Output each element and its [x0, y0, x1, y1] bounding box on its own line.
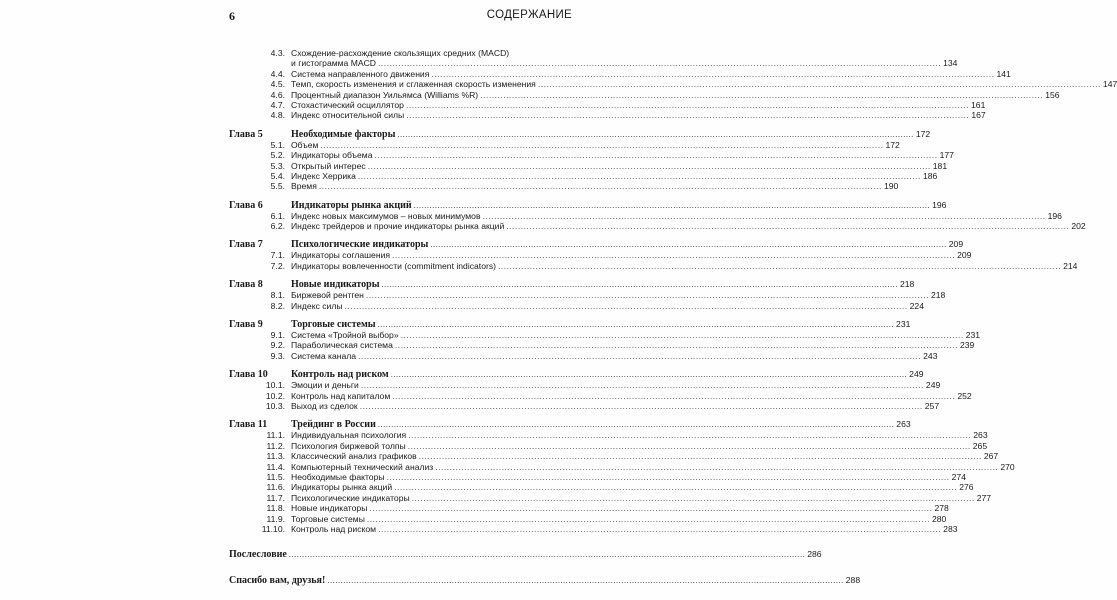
entry-number: 10.1. — [265, 380, 285, 391]
entry-page: 224 — [909, 300, 924, 311]
entry-page: 134 — [943, 58, 958, 69]
toc-entry[interactable] — [229, 221, 1086, 232]
entry-page: 270 — [1000, 461, 1015, 472]
entry-number: 5.5. — [270, 181, 285, 192]
toc-entry[interactable] — [229, 492, 992, 503]
toc-entry[interactable] — [229, 68, 1011, 79]
chapter-heading[interactable] — [229, 238, 964, 251]
dot-leader — [378, 524, 941, 534]
chapter-title: Контроль над риском — [291, 369, 389, 381]
toc-entry[interactable] — [229, 250, 972, 261]
lead-section-list — [229, 48, 1117, 121]
dot-leader — [408, 441, 971, 451]
afterword-title: Послесловие — [229, 549, 287, 561]
entry-number: 11.8. — [266, 503, 285, 514]
toc-entry[interactable] — [229, 260, 1078, 271]
entry-title: Процентный диапазон Уильямса (Williams %R) — [291, 89, 479, 100]
entry-page: 280 — [931, 513, 947, 524]
dot-leader — [319, 181, 882, 191]
dot-leader — [345, 301, 908, 311]
dot-leader — [412, 493, 975, 503]
entry-title: Темп, скорость изменения и сглаженная скорость изменения — [291, 79, 536, 90]
entry-title: Объем — [291, 139, 319, 150]
toc-entry[interactable] — [229, 290, 946, 301]
dot-leader — [378, 58, 941, 68]
entry-page: 161 — [971, 99, 986, 110]
toc-entry[interactable] — [229, 430, 988, 441]
toc-entry[interactable] — [229, 340, 975, 351]
dot-leader — [406, 100, 969, 110]
entry-number: 4.4. — [270, 68, 285, 79]
entry-number: 6.1. — [270, 210, 285, 221]
chapter-title: Трейдинг в России — [291, 419, 376, 431]
chapter-label: Глава 10 — [229, 369, 268, 381]
entry-number: 9.3. — [270, 350, 285, 361]
toc-entry[interactable] — [229, 110, 986, 121]
toc-entry[interactable] — [229, 210, 1062, 221]
entry-number: 11.5. — [266, 471, 285, 482]
chapter-page: 209 — [948, 239, 964, 250]
chapter-heading[interactable] — [229, 128, 931, 140]
entry-number: 7.2. — [270, 260, 285, 271]
entry-title: Компьютерный технический анализ — [291, 461, 434, 472]
toc-entry[interactable] — [229, 170, 938, 181]
chapter-title: Индикаторы рынка акций — [291, 199, 412, 211]
entry-page: 267 — [983, 451, 999, 462]
dot-leader — [435, 462, 998, 472]
chapter-title: Психологические индикаторы — [291, 239, 429, 251]
entry-number: 8.1. — [270, 290, 285, 301]
entry-title: Контроль над риском — [291, 523, 377, 534]
entry-title: Индекс силы — [291, 300, 343, 311]
dot-leader — [387, 472, 950, 482]
entry-page: 277 — [976, 492, 992, 503]
toc-entry[interactable] — [229, 440, 988, 451]
entry-page: 276 — [959, 482, 974, 493]
entry-page: 141 — [996, 68, 1011, 79]
entry-page: 252 — [957, 390, 972, 401]
entry-title: Индикаторы соглашения — [291, 250, 391, 261]
entry-page: 181 — [932, 160, 948, 171]
entry-title: Параболическая система — [291, 340, 393, 351]
dot-leader — [392, 391, 955, 401]
dot-leader — [368, 161, 931, 171]
toc-entry[interactable] — [229, 79, 1117, 90]
entry-number: 5.2. — [270, 150, 285, 161]
entry-page: 278 — [934, 503, 949, 514]
thanks-title: Спасибо вам, друзья! — [229, 575, 326, 587]
chapter-heading[interactable] — [229, 278, 915, 291]
entry-number: 4.7. — [270, 99, 285, 110]
toc-entry[interactable] — [229, 390, 972, 401]
dot-leader — [395, 340, 958, 350]
entry-page: 257 — [924, 400, 940, 411]
dot-leader — [414, 199, 930, 211]
entry-page: 186 — [922, 170, 938, 181]
dot-leader — [358, 171, 921, 181]
entry-number: 8.2. — [270, 300, 285, 311]
entry-page: 265 — [972, 440, 988, 451]
entry-page: 190 — [883, 181, 899, 192]
chapter-label: Глава 8 — [229, 279, 263, 291]
entry-number: 9.2. — [270, 340, 285, 351]
toc-entry[interactable] — [229, 461, 1015, 472]
entry-number: 4.3. — [270, 48, 285, 58]
entry-title: Необходимые факторы — [291, 471, 385, 482]
afterword-entry[interactable] — [229, 548, 822, 561]
toc-entry[interactable] — [229, 380, 941, 391]
entry-number: 5.4. — [270, 170, 285, 181]
chapter-page: 231 — [896, 319, 911, 330]
toc-entry[interactable] — [229, 139, 900, 150]
entry-number: 4.8. — [270, 110, 285, 121]
dot-leader — [320, 140, 883, 150]
dot-leader — [506, 221, 1069, 231]
entry-title: Индекс новых максимумов – новых минимумов — [291, 210, 481, 221]
entry-title: Время — [291, 181, 317, 192]
dot-leader — [378, 318, 894, 330]
entry-title: и гистограмма MACD — [291, 58, 377, 69]
entry-title: Индекс Херрика — [291, 170, 356, 181]
entry-page: 283 — [943, 523, 958, 534]
entry-number: 11.7. — [266, 492, 285, 503]
entry-page: 231 — [965, 330, 981, 341]
running-head: СОДЕРЖАНИЕ — [486, 9, 572, 21]
chapter-page: 218 — [899, 279, 915, 290]
dot-leader — [358, 351, 921, 361]
entry-number: 4.5. — [270, 79, 285, 90]
toc-entry[interactable] — [229, 181, 899, 192]
dot-leader — [431, 69, 994, 79]
dot-leader — [394, 482, 957, 492]
dot-leader — [382, 278, 898, 290]
toc-entry[interactable] — [229, 330, 981, 341]
toc-entry[interactable] — [229, 503, 949, 514]
chapter-label: Глава 9 — [229, 319, 263, 331]
entry-number: 7.1. — [270, 250, 285, 261]
chapter-label: Глава 5 — [229, 128, 263, 140]
entry-title: Психология биржевой толпы — [291, 440, 406, 451]
entry-title: Индикаторы вовлеченности (commitment indicators) — [291, 260, 496, 271]
dot-leader — [361, 380, 924, 390]
entry-page: 218 — [931, 290, 946, 301]
toc-entry[interactable] — [229, 58, 958, 69]
toc-entry[interactable] — [229, 99, 986, 110]
toc-entry[interactable] — [229, 513, 947, 524]
thanks-page: 288 — [845, 575, 861, 586]
dot-leader — [378, 418, 894, 430]
chapter-page: 196 — [932, 199, 947, 210]
dot-leader — [392, 250, 955, 260]
entry-title: Контроль над капиталом — [291, 390, 391, 401]
chapter-title: Торговые системы — [291, 319, 376, 331]
dot-leader — [483, 211, 1046, 221]
entry-page: 167 — [971, 110, 986, 121]
chapter-heading[interactable] — [229, 318, 911, 331]
entry-number: 10.2. — [265, 390, 285, 401]
page-number: 6 — [229, 9, 235, 23]
toc-entry[interactable] — [229, 350, 938, 361]
entry-page: 196 — [1047, 210, 1062, 221]
chapter-heading[interactable] — [229, 418, 911, 431]
entry-title: Новые индикаторы — [291, 503, 368, 514]
chapter-page: 263 — [896, 419, 911, 430]
dot-leader — [391, 368, 907, 380]
entry-title: Система канала — [291, 350, 357, 361]
entry-title: Индекс трейдеров и прочие индикаторы рынка акций — [291, 221, 505, 232]
entry-page: 172 — [885, 139, 900, 150]
entry-page: 274 — [951, 471, 966, 482]
chapter-page: 172 — [915, 128, 931, 139]
thanks-entry[interactable] — [229, 574, 861, 587]
entry-title: Индикаторы рынка акций — [291, 482, 393, 493]
entry-page: 243 — [923, 350, 938, 361]
entry-page: 249 — [925, 380, 941, 391]
entry-number: 11.10. — [261, 523, 285, 534]
dot-leader — [397, 128, 913, 140]
dot-leader — [419, 451, 982, 461]
entry-number: 11.3. — [266, 451, 285, 462]
entry-title: Система направленного движения — [291, 68, 430, 79]
table-of-contents — [229, 48, 1117, 587]
entry-number: 10.3. — [265, 400, 285, 411]
dot-leader — [430, 238, 946, 250]
entry-title: Психологические индикаторы — [291, 492, 410, 503]
entry-title: Индикаторы объема — [291, 150, 373, 161]
dot-leader — [289, 548, 805, 560]
chapter-title: Необходимые факторы — [291, 128, 396, 140]
chapter-page: 249 — [909, 369, 924, 380]
dot-leader — [538, 79, 1101, 89]
dot-leader — [360, 401, 923, 411]
toc-entry[interactable] — [229, 400, 940, 411]
toc-entry[interactable] — [229, 300, 924, 311]
entry-number: 11.9. — [266, 513, 285, 524]
entry-page: 202 — [1071, 221, 1086, 232]
chapter-heading[interactable] — [229, 199, 947, 211]
chapter-label: Глава 7 — [229, 239, 263, 251]
entry-title: Схождение-расхождение скользящих средних (MACD) — [291, 48, 510, 58]
entry-title: Система «Тройной выбор» — [291, 330, 399, 341]
toc-entry[interactable] — [229, 89, 1060, 100]
entry-title: Выход из сделок — [291, 400, 358, 411]
afterword-page: 286 — [807, 549, 822, 560]
entry-page: 239 — [959, 340, 975, 351]
toc-entry[interactable] — [229, 160, 948, 171]
toc-entry[interactable] — [229, 471, 966, 482]
toc-entry[interactable] — [229, 150, 954, 161]
toc-entry[interactable] — [229, 523, 958, 534]
entry-page: 156 — [1045, 89, 1060, 100]
dot-leader — [367, 514, 930, 524]
dot-leader — [375, 150, 938, 160]
dot-leader — [406, 110, 969, 120]
entry-number: 11.6. — [266, 482, 285, 493]
toc-entry[interactable] — [229, 451, 999, 462]
entry-page: 209 — [957, 250, 972, 261]
chapter-label: Глава 6 — [229, 199, 263, 211]
entry-number: 6.2. — [270, 221, 285, 232]
entry-page: 214 — [1063, 260, 1078, 271]
dot-leader — [327, 574, 843, 586]
entry-title: Стохастический осциллятор — [291, 99, 404, 110]
entry-page: 147 — [1102, 79, 1117, 90]
entry-number: 11.4. — [266, 461, 285, 472]
entry-number: 9.1. — [270, 330, 285, 341]
chapter-title: Новые индикаторы — [291, 279, 380, 291]
toc-entry[interactable] — [229, 482, 974, 493]
entry-title: Открытый интерес — [291, 160, 366, 171]
dot-leader — [498, 261, 1061, 271]
entry-page: 177 — [939, 150, 954, 161]
entry-number: 4.6. — [270, 89, 285, 100]
dot-leader — [408, 430, 971, 440]
entry-page: 263 — [973, 430, 988, 441]
entry-title: Эмоции и деньги — [291, 380, 359, 391]
entry-number: 5.3. — [270, 160, 285, 171]
dot-leader — [401, 330, 964, 340]
dot-leader — [480, 90, 1043, 100]
entry-number: 11.2. — [266, 440, 285, 451]
entry-title: Индивидуальная психология — [291, 430, 407, 441]
entry-title: Биржевой рентген — [291, 290, 364, 301]
dot-leader — [366, 290, 929, 300]
entry-number: 5.1. — [270, 139, 285, 150]
entry-title: Классический анализ графиков — [291, 451, 417, 462]
toc-entry[interactable] — [229, 48, 571, 58]
dot-leader — [369, 503, 932, 513]
chapter-heading[interactable] — [229, 368, 924, 381]
entry-title: Индекс относительной силы — [291, 110, 405, 121]
entry-number: 11.1. — [266, 430, 285, 441]
chapter-label: Глава 11 — [229, 419, 268, 431]
entry-title: Торговые системы — [291, 513, 365, 524]
